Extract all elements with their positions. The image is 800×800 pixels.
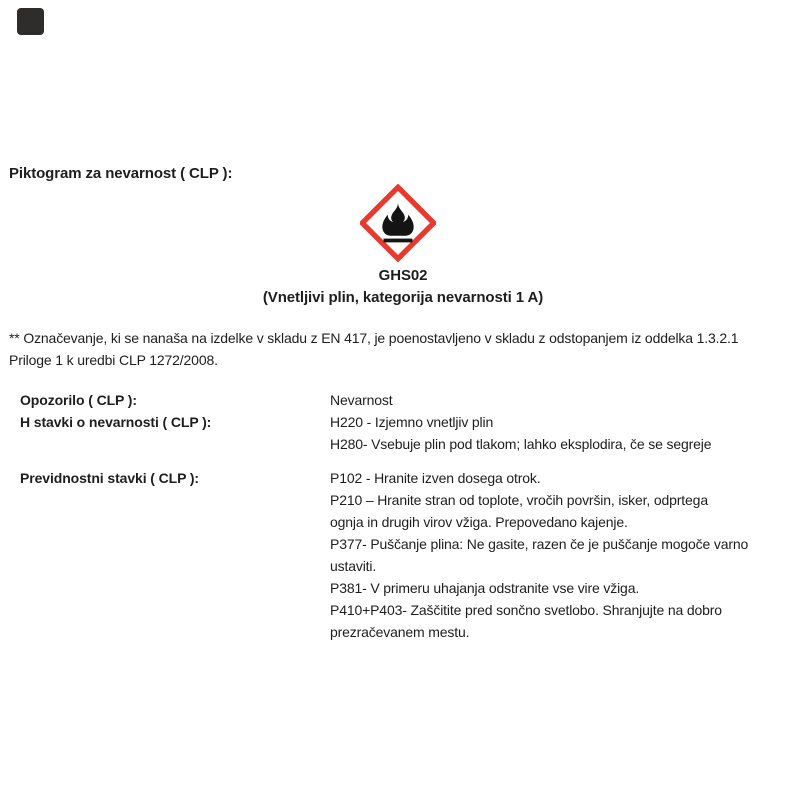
value-line: H220 - Izjemno vnetljiv plin [330, 414, 494, 430]
pictogram-code: GHS02 [378, 267, 428, 284]
flame-base-bar [384, 239, 413, 243]
value-line: P381- V primeru uhajanja odstranite vse vire vžiga. [330, 580, 640, 596]
signal-word-label: Opozorilo ( CLP ): [20, 392, 137, 408]
value-line: P102 - Hranite izven dosega otrok. [330, 470, 541, 486]
value-line: P210 – Hranite stran od toplote, vročih površin, isker, odprtega [330, 492, 708, 508]
value-line: P377- Puščanje plina: Ne gasite, razen če je puščanje mogoče varno [330, 536, 749, 552]
precautionary-statements-label: Previdnostni stavki ( CLP ): [20, 470, 199, 486]
note-line: Priloge 1 k uredbi CLP 1272/2008. [9, 352, 218, 368]
value-line: H280- Vsebuje plin pod tlakom; lahko eksplodira, če se segreje [330, 436, 712, 452]
value-line: P410+P403- Zaščitite pred sončno svetlobo. Shranjujte na dobro [330, 602, 722, 618]
pictogram-description: (Vnetljivi plin, kategorija nevarnosti 1 A) [262, 289, 544, 306]
value-line: prezračevanem mestu. [330, 624, 470, 640]
scan-artifact [17, 8, 44, 35]
hazard-statements-label: H stavki o nevarnosti ( CLP ): [20, 414, 212, 430]
flame-diamond-icon [360, 184, 436, 262]
value-line: ustaviti. [330, 558, 377, 574]
value-line: Nevarnost [330, 392, 393, 408]
labelling-derogation-note [9, 327, 795, 371]
value-line: ognja in drugih virov vžiga. Prepovedano kajenje. [330, 514, 628, 530]
pictogram-section-heading: Piktogram za nevarnost ( CLP ): [9, 165, 233, 182]
hazard-statements-value [330, 411, 792, 455]
signal-word-value [330, 389, 792, 411]
ghs02-pictogram [360, 184, 436, 262]
note-line: ** Označevanje, ki se nanaša na izdelke v skladu z EN 417, je poenostavljeno v skladu z odstopanjem iz oddelka 1.3.2.1 [9, 330, 739, 346]
precautionary-statements-value [330, 467, 792, 643]
